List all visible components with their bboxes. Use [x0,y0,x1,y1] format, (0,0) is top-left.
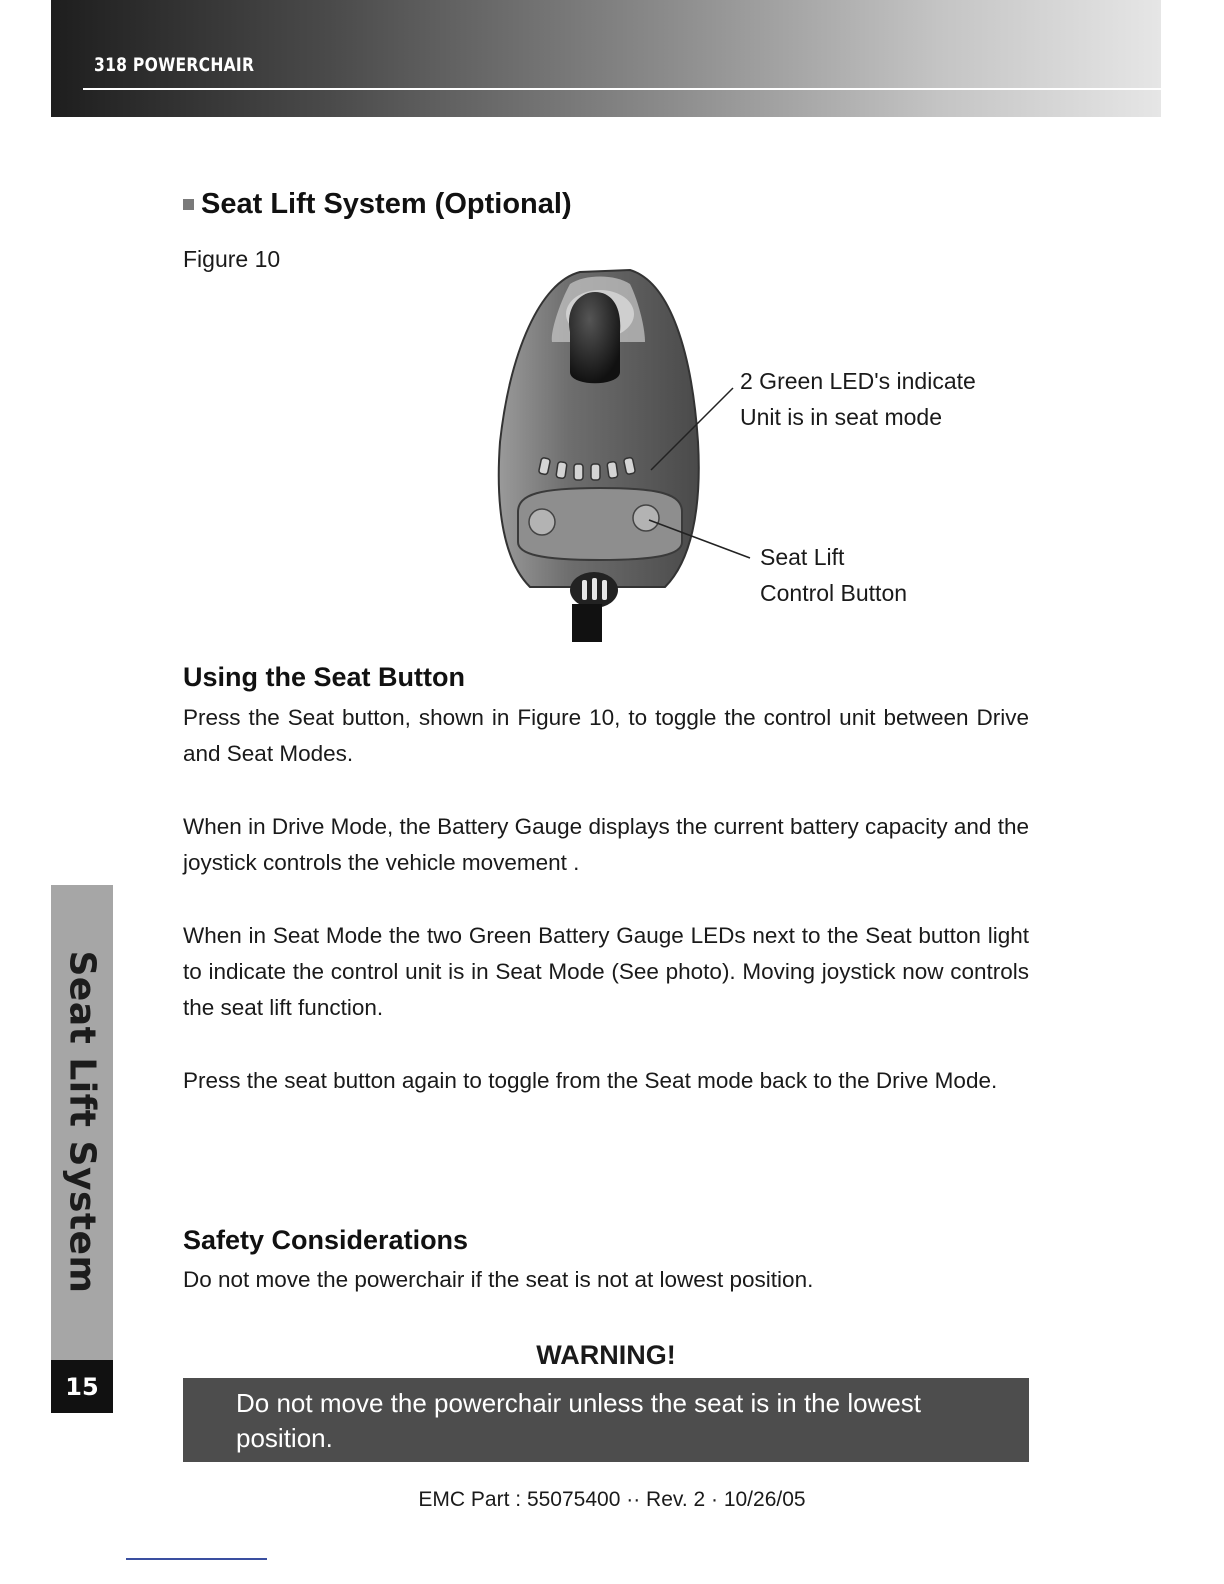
section-title [183,188,572,221]
square-bullet-icon [183,199,194,210]
joystick-knob-icon [569,292,620,383]
warning-text: Do not move the powerchair unless the seat is in the lowest position. [236,1388,922,1453]
power-button-icon [529,509,555,535]
warning-box [183,1378,1029,1462]
page-number: 15 [51,1360,113,1413]
connector-pins [582,578,607,600]
led-callout-line1: 2 Green LED's indicate [740,368,976,394]
side-tab-label: Seat Lift System [61,950,103,1294]
button-callout-line1: Seat Lift [760,544,845,570]
button-callout-line2: Control Button [760,580,908,606]
using-paragraph-1: Press the Seat button, shown in Figure 10, to toggle the control unit between Drive and Seat Modes. [183,705,1029,766]
safety-heading: Safety Considerations [183,1225,469,1255]
button-callout [760,539,907,611]
using-heading: Using the Seat Button [183,662,465,692]
safety-paragraph: Do not move the powerchair if the seat is not at lowest position. [183,1267,814,1292]
seat-lift-button-icon [633,505,659,531]
using-paragraph-2: When in Drive Mode, the Battery Gauge displays the current battery capacity and the joystick controls the vehicle movement . [183,814,1029,875]
cable [572,604,602,642]
led-callout-line2: Unit is in seat mode [740,404,942,430]
warning-title: WARNING! [536,1340,676,1370]
bottom-rule [126,1558,267,1560]
using-paragraph-3: When in Seat Mode the two Green Battery Gauge LEDs next to the Seat button light to indicate the control unit is in Seat Mode (See photo). Moving joystick now controls the seat lift function. [183,923,1029,1020]
joystick-controller-photo [470,262,770,642]
led-callout [740,363,976,435]
figure-caption: Figure 10 [183,246,281,272]
header-rule [83,88,1161,90]
section-title-text: Seat Lift System (Optional) [201,188,572,220]
using-paragraph-4: Press the seat button again to toggle from the Seat mode back to the Drive Mode. [183,1068,998,1093]
page-header [51,0,1161,117]
footer-part-number: EMC Part : 55075400 ·· Rev. 2 · 10/26/05 [418,1488,806,1511]
header-title: 318 POWERCHAIR [94,54,255,76]
